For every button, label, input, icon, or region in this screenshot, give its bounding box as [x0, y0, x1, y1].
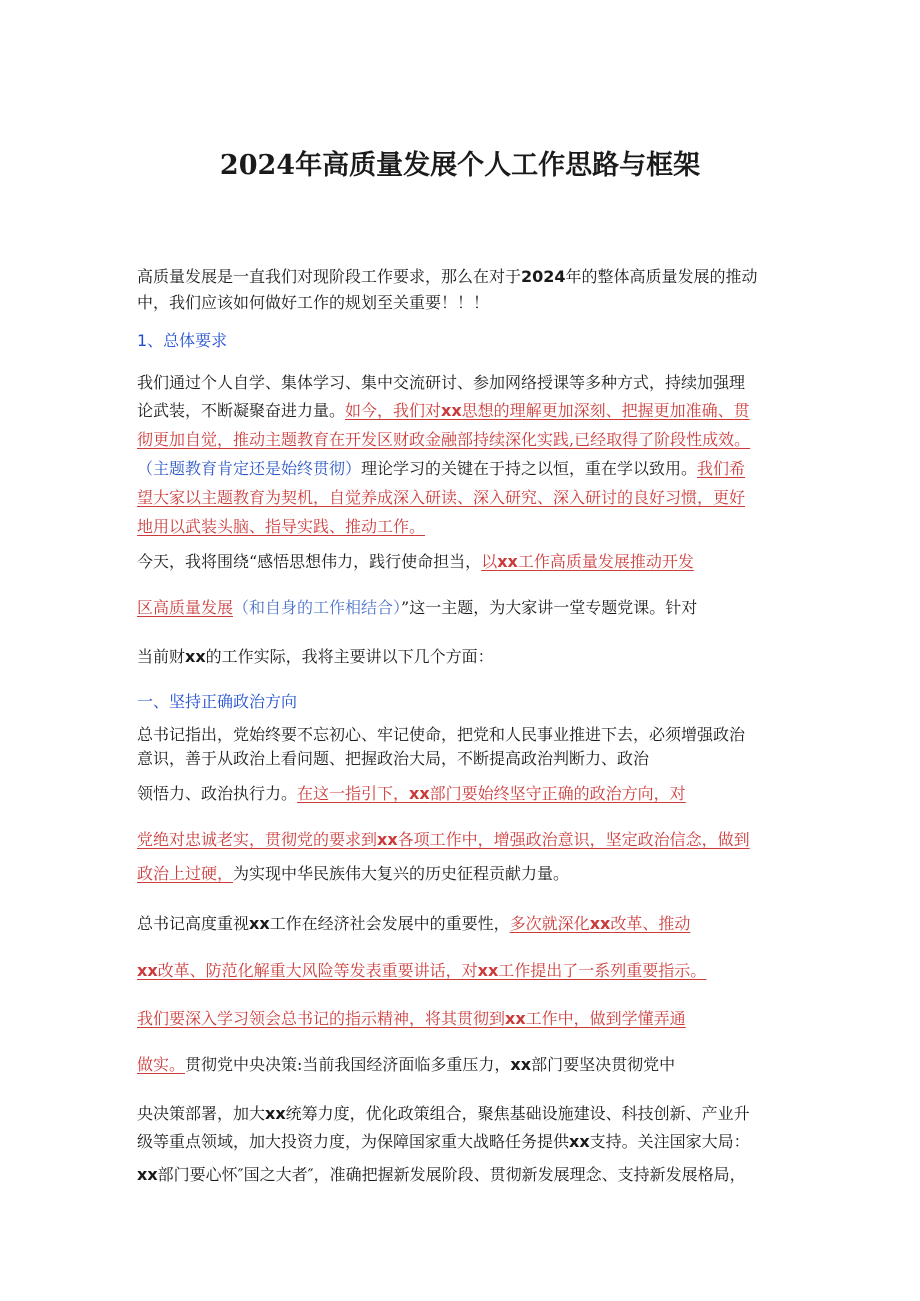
highlight-text: 彻更加自觉，推动主题教育在开发区财政金融部持续深化实践,已经取得了阶段性成效。 — [137, 430, 751, 449]
text: 今天，我将围绕“感悟思想伟力，践行使命担当， — [137, 552, 482, 571]
highlight-text: 我们要深入学习领会总书记的指示精神，将其贯彻到 — [137, 1009, 506, 1028]
text: 论武装，不断凝聚奋进力量。 — [137, 401, 346, 420]
text: 领悟力、政治执行力。 — [137, 784, 298, 803]
highlight-text: 我们希 — [697, 459, 746, 478]
para1-line-4 — [137, 456, 789, 482]
text: 高质量发展是一直我们对现阶段工作要求，那么在对于 — [137, 267, 522, 286]
highlight-text: 政治上过硬， — [137, 864, 234, 883]
text: 当前财 — [137, 647, 186, 666]
section-heading-overall-requirements: 1、总体要求 — [137, 331, 228, 350]
para1-line-1: 我们通过个人自学、集体学习、集中交流研讨、参加网络授课等多种方式，持续加强理 — [137, 373, 746, 392]
para3-line-3 — [137, 781, 789, 807]
highlight-text: 改革、防范化解重大风险等发表重要讲话，对 — [157, 961, 478, 980]
para2-line-1 — [137, 549, 789, 575]
para1-line-6 — [137, 514, 789, 540]
text: xx — [185, 647, 206, 666]
para1-line-3 — [137, 427, 789, 453]
text: 部门要坚决贯彻党中 — [531, 1055, 676, 1074]
highlight-text: 各项工作中，增强政治意识，坚定政治信念，做到 — [397, 830, 750, 849]
highlight-text: xx — [497, 552, 518, 571]
highlight-text: 多次就深化 — [509, 914, 590, 933]
highlight-text: xx — [589, 914, 611, 933]
annotation-text: （和自身的工作相结合） — [233, 598, 402, 617]
text: 年的整体高质量发展的推动 — [565, 267, 758, 286]
highlight-text: xx — [137, 961, 158, 980]
highlight-text: xx — [377, 830, 398, 849]
text: 总书记高度重视 — [137, 914, 250, 933]
intro-line-1 — [137, 264, 789, 290]
text: xx — [265, 1104, 286, 1123]
highlight-text: xx — [505, 1009, 526, 1028]
text: xx — [510, 1055, 532, 1074]
para4-line-7 — [137, 1162, 789, 1188]
highlight-text: 地用以武装头脑、指导实践、推动工作。 — [137, 517, 426, 536]
para1-line-5 — [137, 485, 789, 511]
highlight-text: 区高质量发展 — [137, 598, 234, 617]
highlight-text: 工作提出了一系列重要指示。 — [498, 961, 707, 980]
text: 统筹力度，优化政策组合，聚焦基础设施建设、科技创新、产业升 — [285, 1104, 750, 1123]
text: 央决策部署，加大 — [137, 1104, 266, 1123]
text: xx — [137, 1165, 158, 1184]
section-heading-political-direction: 一、坚持正确政治方向 — [137, 692, 298, 711]
para1-line-2 — [137, 398, 789, 424]
para2-line-2 — [137, 595, 789, 621]
highlight-text: 望大家以主题教育为契机，自觉养成深入研读、深入研究、深入研讨的良好习惯，更好 — [137, 488, 746, 507]
text: 为实现中华民族伟大复兴的历史征程贡献力量。 — [233, 864, 570, 883]
para3-line-5 — [137, 861, 789, 887]
text: ”这一主题，为大家讲一堂专题党课。针对 — [401, 598, 698, 617]
highlight-text: 部门要始终坚守正确的政治方向，对 — [429, 784, 686, 803]
document-title: 2024年高质量发展个人工作思路与框架 — [219, 150, 701, 181]
para3-line-1: 总书记指出，党始终要不忘初心、牢记使命，把党和人民事业推进下去，必须增强政治 — [137, 725, 746, 744]
text: xx — [249, 914, 270, 933]
intro-line-2: 中，我们应该如何做好工作的规划至关重要！！！ — [137, 293, 490, 312]
text: xx — [569, 1132, 590, 1151]
year-text: 2024 — [521, 267, 566, 286]
highlight-text: xx — [477, 961, 499, 980]
annotation-text: （主题教育肯定还是始终贯彻） — [137, 459, 362, 478]
highlight-text: 在这一指引下， — [297, 784, 410, 803]
highlight-text: 做实。 — [137, 1055, 186, 1074]
text: 级等重点领域，加大投资力度，为保障国家重大战略任务提供 — [137, 1132, 570, 1151]
text: 工作在经济社会发展中的重要性， — [269, 914, 510, 933]
text: 理论学习的关键在于持之以恒，重在学以致用。 — [361, 459, 698, 478]
highlight-text: 工作中，做到学懂弄通 — [525, 1009, 686, 1028]
para4-line-1 — [137, 911, 789, 937]
para3-line-2: 意识，善于从政治上看问题、把握政治大局，不断提高政治判断力、政治 — [137, 749, 650, 768]
para3-line-4 — [137, 827, 789, 853]
para4-line-2 — [137, 958, 789, 984]
highlight-text: xx — [409, 784, 430, 803]
para2-line-3 — [137, 644, 789, 670]
highlight-text: 思想的理解更加深刻、把握更加准确、贯 — [461, 401, 750, 420]
highlight-text: 如今，我们对 — [345, 401, 442, 420]
highlight-text: 以 — [481, 552, 498, 571]
para4-line-6 — [137, 1129, 789, 1155]
para4-line-4 — [137, 1052, 789, 1078]
highlight-text: 改革、推动 — [610, 914, 691, 933]
text: 贯彻党中央决策:当前我国经济面临多重压力， — [185, 1055, 511, 1074]
para4-line-3 — [137, 1006, 789, 1032]
highlight-text: 党绝对忠诚老实，贯彻党的要求到 — [137, 830, 378, 849]
text: 部门要心怀″国之大者″，准确把握新发展阶段、贯彻新发展理念、支持新发展格局， — [157, 1165, 746, 1184]
highlight-text: 工作高质量发展推动开发 — [517, 552, 694, 571]
text: 的工作实际，我将主要讲以下几个方面： — [205, 647, 494, 666]
text: 支持。关注国家大局： — [589, 1132, 750, 1151]
para4-line-5 — [137, 1101, 789, 1127]
highlight-text: xx — [441, 401, 462, 420]
